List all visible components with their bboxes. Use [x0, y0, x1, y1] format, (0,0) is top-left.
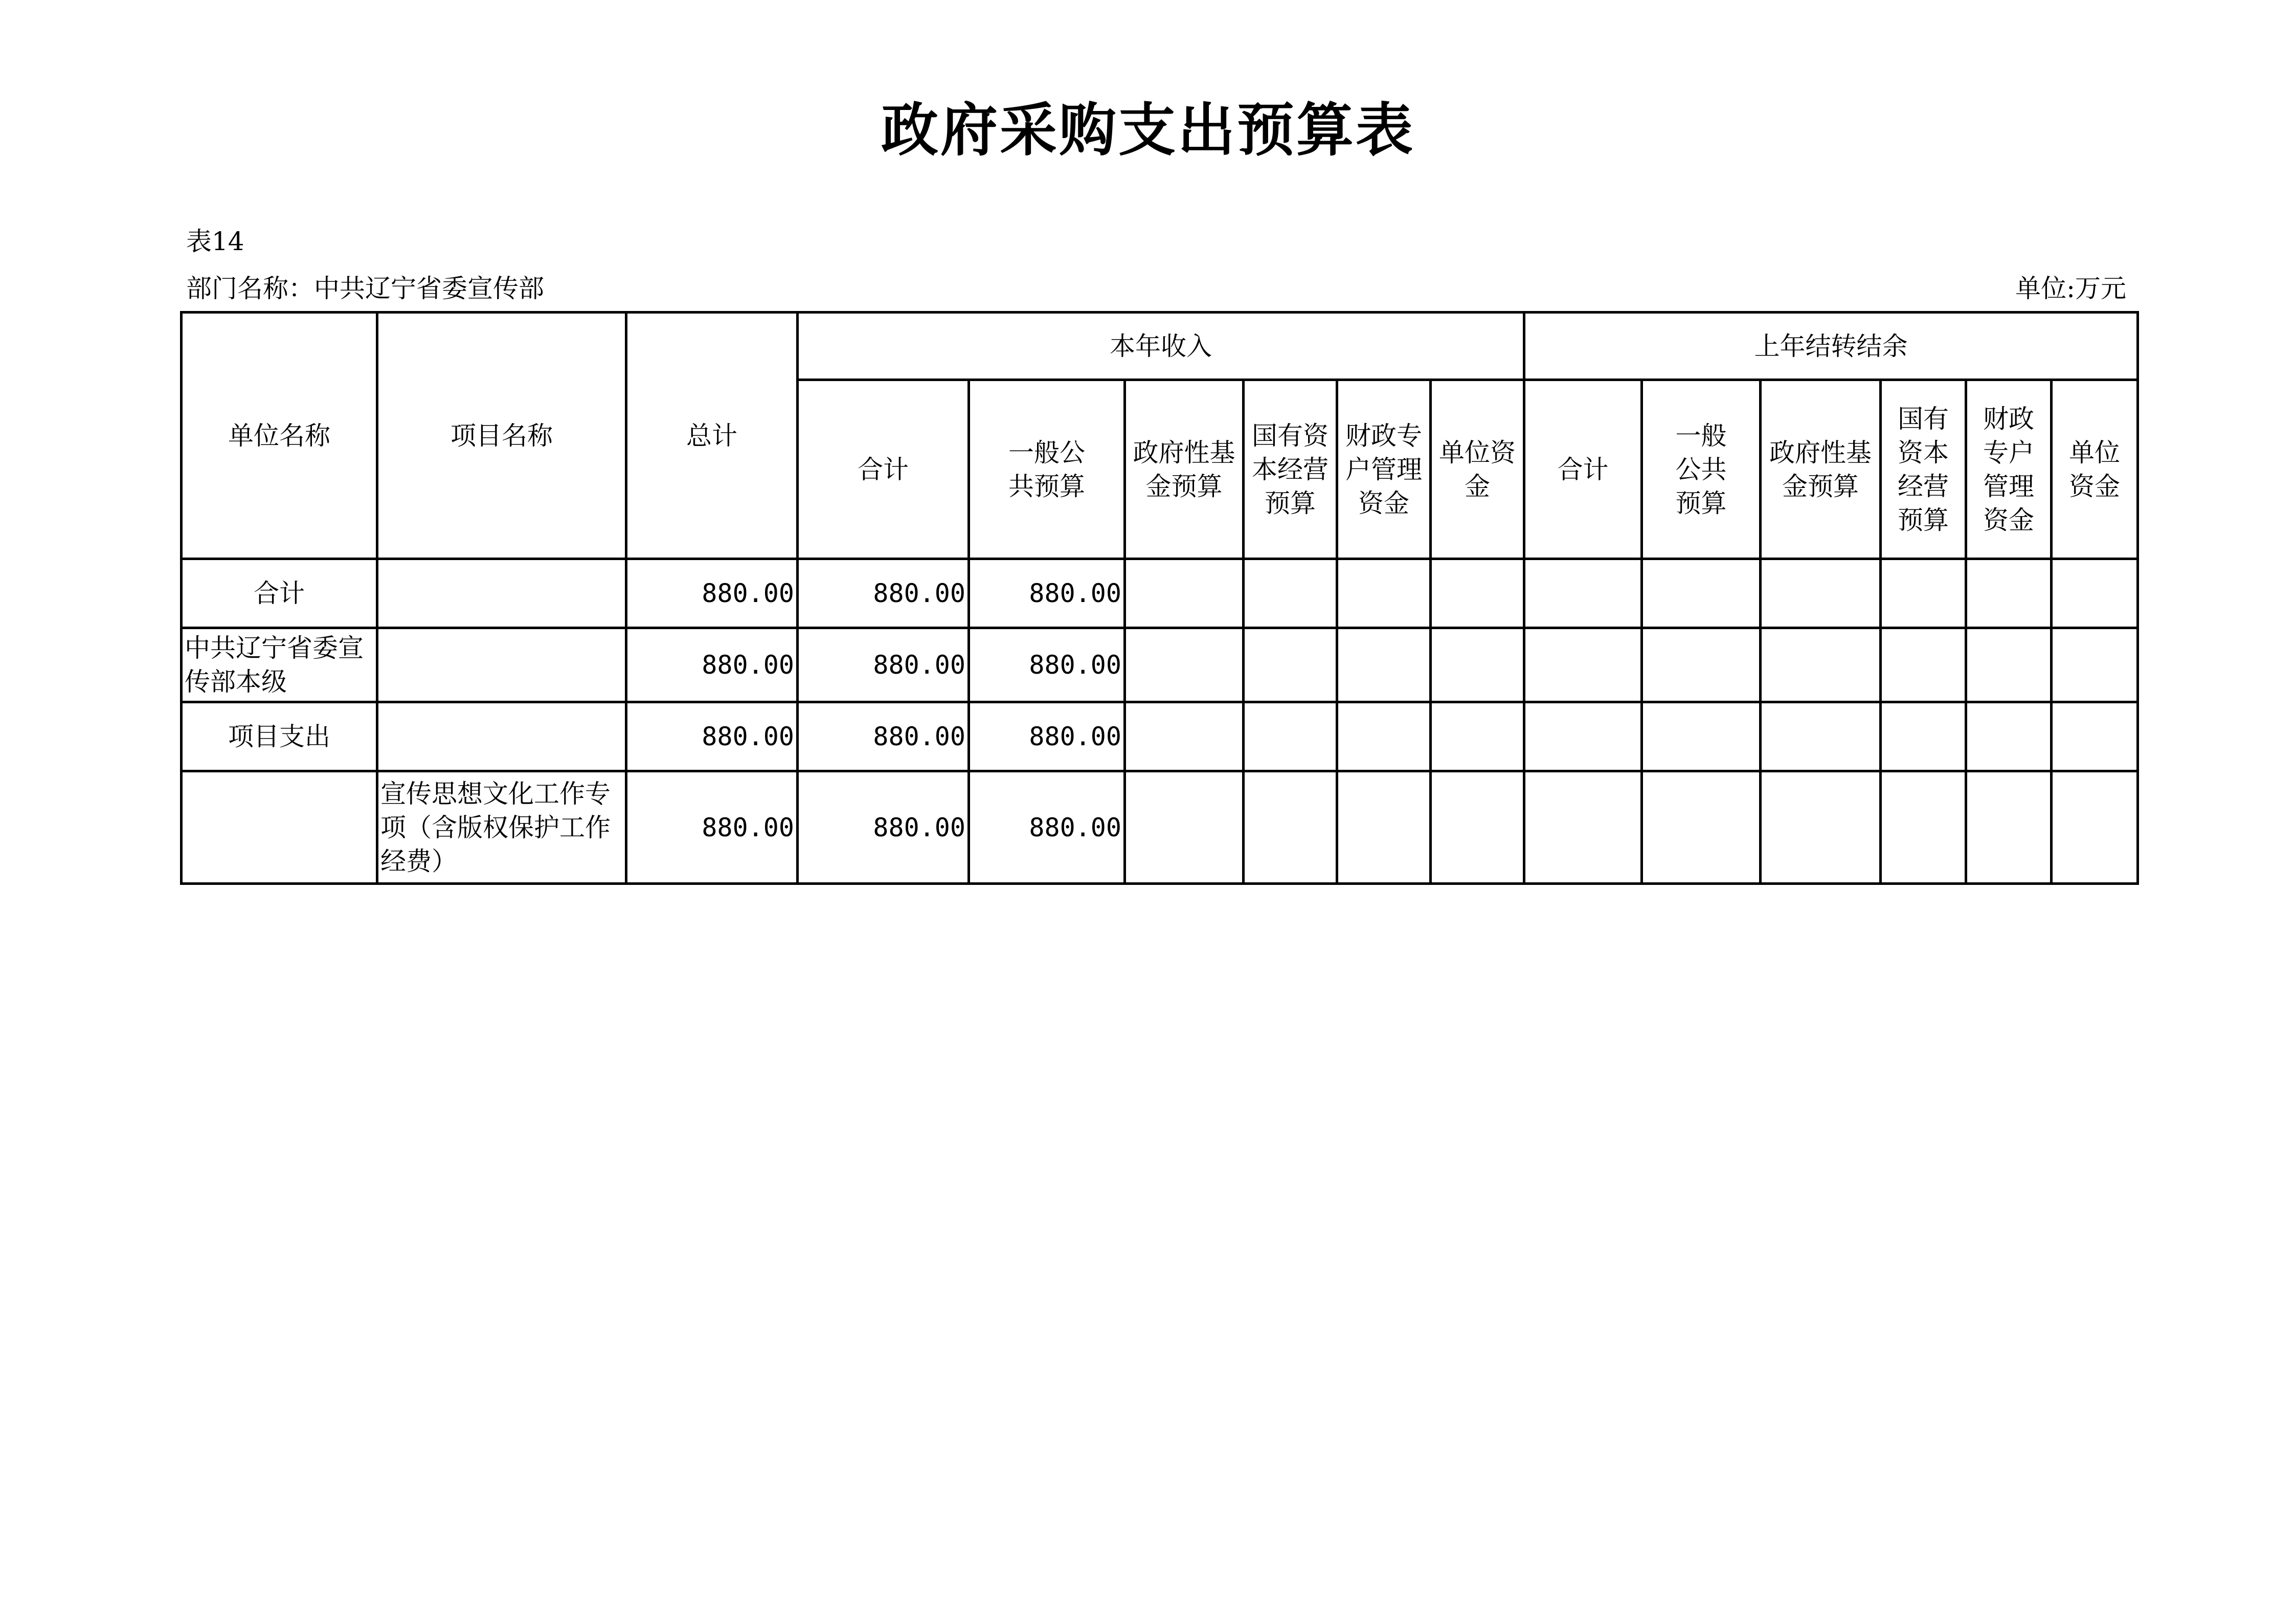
empty-cell	[2052, 628, 2138, 702]
table-row	[182, 702, 2138, 771]
empty-cell	[1642, 628, 1761, 702]
empty-cell	[1642, 702, 1761, 771]
empty-cell	[1966, 702, 2052, 771]
row-total: 880.00	[626, 702, 798, 771]
empty-cell	[1881, 702, 1966, 771]
table-row	[182, 628, 2138, 702]
empty-cell	[1125, 702, 1244, 771]
empty-cell	[1244, 628, 1337, 702]
empty-cell	[2052, 559, 2138, 628]
empty-cell	[1431, 628, 1524, 702]
row-unit-name: 项目支出	[182, 702, 377, 771]
row-cur-sum: 880.00	[798, 771, 969, 884]
row-cur-sum: 880.00	[798, 628, 969, 702]
empty-cell	[1337, 771, 1431, 884]
empty-cell	[1761, 559, 1881, 628]
header-prior-special-account: 财政专户管理资金	[1966, 380, 2052, 559]
empty-cell	[2052, 771, 2138, 884]
empty-cell	[1881, 628, 1966, 702]
empty-cell	[1125, 559, 1244, 628]
row-total: 880.00	[626, 628, 798, 702]
row-unit-name: 中共辽宁省委宣传部本级	[182, 628, 377, 702]
empty-cell	[1761, 771, 1881, 884]
row-cur-sum: 880.00	[798, 702, 969, 771]
row-unit-name: 合计	[182, 559, 377, 628]
empty-cell	[1524, 559, 1642, 628]
empty-cell	[1431, 559, 1524, 628]
header-prior-state-capital: 国有资本经营预算	[1881, 380, 1966, 559]
empty-cell	[1761, 628, 1881, 702]
row-project-name	[377, 559, 626, 628]
header-prior-fund: 政府性基金预算	[1761, 380, 1881, 559]
header-cur-state-capital: 国有资本经营预算	[1244, 380, 1337, 559]
header-prior-unit-funds: 单位资金	[2052, 380, 2138, 559]
empty-cell	[1966, 628, 2052, 702]
empty-cell	[1642, 559, 1761, 628]
table-number: 表14	[186, 227, 244, 256]
row-total: 880.00	[626, 771, 798, 884]
header-prior-year-balance: 上年结转结余	[1524, 313, 2138, 380]
empty-cell	[1431, 771, 1524, 884]
empty-cell	[1431, 702, 1524, 771]
empty-cell	[1125, 771, 1244, 884]
table-row	[182, 771, 2138, 884]
header-current-year-income: 本年收入	[798, 313, 1524, 380]
header-cur-special-account: 财政专户管理资金	[1337, 380, 1431, 559]
empty-cell	[1881, 771, 1966, 884]
header-total: 总计	[626, 313, 798, 559]
row-cur-general: 880.00	[969, 771, 1125, 884]
header-unit-name: 单位名称	[182, 313, 377, 559]
header-cur-sum: 合计	[798, 380, 969, 559]
table-row	[182, 559, 2138, 628]
row-project-name	[377, 702, 626, 771]
empty-cell	[1881, 559, 1966, 628]
empty-cell	[1244, 559, 1337, 628]
empty-cell	[2052, 702, 2138, 771]
row-total: 880.00	[626, 559, 798, 628]
header-cur-unit-funds: 单位资金	[1431, 380, 1524, 559]
header-cur-general: 一般公共预算	[969, 380, 1125, 559]
row-project-name	[377, 628, 626, 702]
empty-cell	[1642, 771, 1761, 884]
department-name: 部门名称：中共辽宁省委宣传部	[186, 274, 544, 303]
empty-cell	[1966, 559, 2052, 628]
row-cur-general: 880.00	[969, 559, 1125, 628]
empty-cell	[1337, 628, 1431, 702]
unit-label: 单位:万元	[2015, 274, 2126, 303]
header-cur-fund: 政府性基金预算	[1125, 380, 1244, 559]
empty-cell	[1524, 628, 1642, 702]
empty-cell	[1524, 771, 1642, 884]
row-unit-name	[182, 771, 377, 884]
page-title: 政府采购支出预算表	[881, 97, 1415, 164]
empty-cell	[1125, 628, 1244, 702]
row-project-name: 宣传思想文化工作专项（含版权保护工作经费）	[377, 771, 626, 884]
empty-cell	[1761, 702, 1881, 771]
empty-cell	[1244, 771, 1337, 884]
header-project-name: 项目名称	[377, 313, 626, 559]
row-cur-general: 880.00	[969, 628, 1125, 702]
budget-table	[180, 311, 2139, 885]
empty-cell	[1524, 702, 1642, 771]
empty-cell	[1337, 702, 1431, 771]
row-cur-sum: 880.00	[798, 559, 969, 628]
header-prior-sum: 合计	[1524, 380, 1642, 559]
empty-cell	[1966, 771, 2052, 884]
empty-cell	[1244, 702, 1337, 771]
empty-cell	[1337, 559, 1431, 628]
row-cur-general: 880.00	[969, 702, 1125, 771]
header-prior-general: 一般公共预算	[1642, 380, 1761, 559]
